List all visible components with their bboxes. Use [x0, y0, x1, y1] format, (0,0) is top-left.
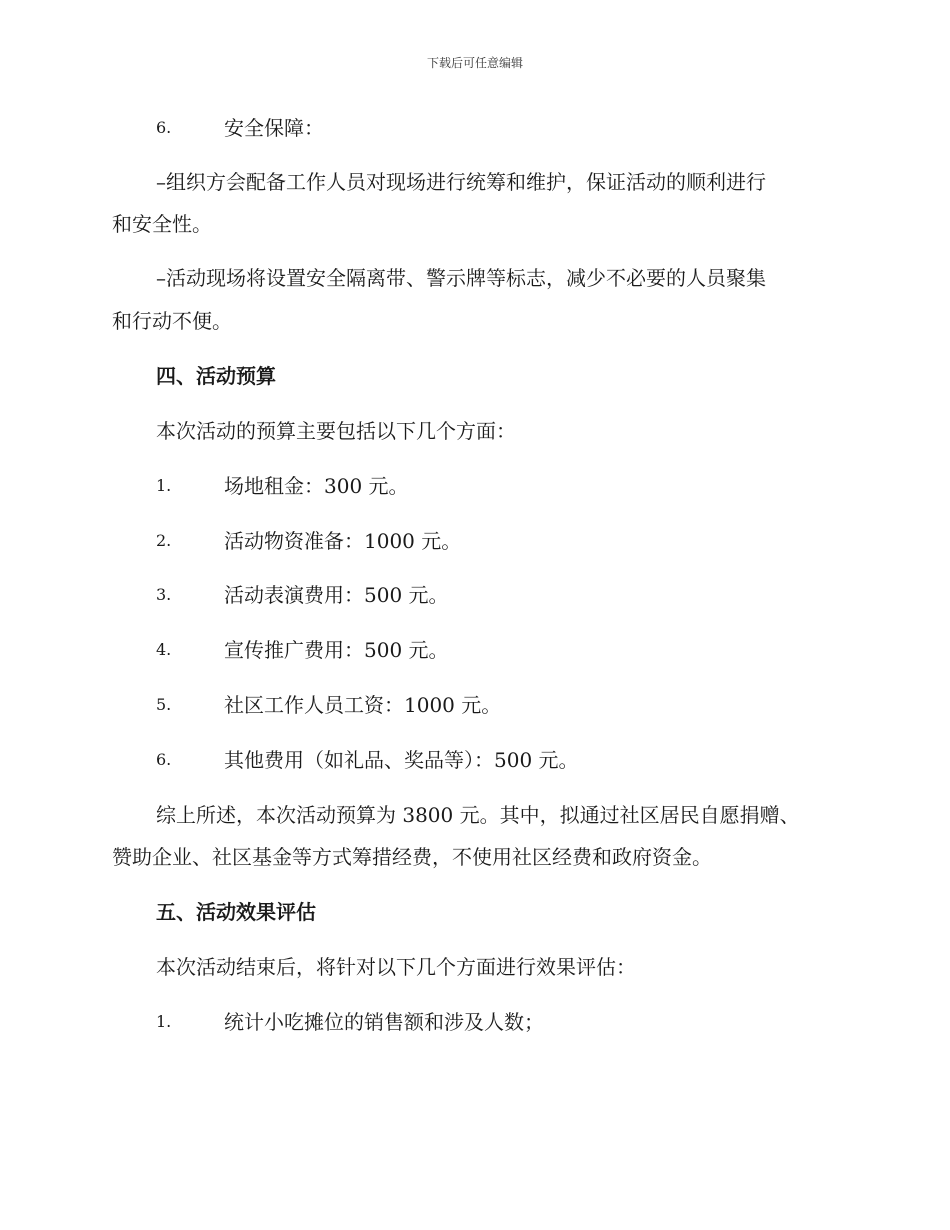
- list-text: 安全保障：: [224, 116, 324, 140]
- list-text: 活动表演费用：500 元。: [224, 583, 449, 607]
- paragraph-line: 本次活动结束后，将针对以下几个方面进行效果评估：: [156, 955, 636, 979]
- list-number: 2.: [156, 531, 172, 550]
- paragraph-line: 综上所述，本次活动预算为 3800 元。其中，拟通过社区居民自愿捐赠、: [156, 803, 800, 827]
- paragraph-line: 和行动不便。: [112, 309, 232, 333]
- list-number: 1.: [156, 476, 172, 495]
- section-heading: 五、活动效果评估: [156, 900, 316, 924]
- list-number: 1.: [156, 1012, 172, 1031]
- list-text: 统计小吃摊位的销售额和涉及人数；: [224, 1010, 544, 1034]
- list-text: 活动物资准备：1000 元。: [224, 529, 462, 553]
- list-text: 社区工作人员工资：1000 元。: [224, 693, 502, 717]
- list-text: 其他费用（如礼品、奖品等）：500 元。: [224, 748, 579, 772]
- list-number: 6.: [156, 118, 172, 137]
- list-number: 4.: [156, 640, 172, 659]
- paragraph-line: 本次活动的预算主要包括以下几个方面：: [156, 419, 516, 443]
- paragraph-line: 赞助企业、社区基金等方式筹措经费，不使用社区经费和政府资金。: [112, 845, 712, 869]
- paragraph-line: 和安全性。: [112, 212, 212, 236]
- section-heading: 四、活动预算: [156, 364, 276, 388]
- paragraph-line: –组织方会配备工作人员对现场进行统筹和维护，保证活动的顺利进行: [156, 170, 766, 194]
- page-header: 下载后可任意编辑: [426, 56, 523, 70]
- list-number: 5.: [156, 695, 172, 714]
- list-number: 6.: [156, 750, 172, 769]
- paragraph-line: –活动现场将设置安全隔离带、警示牌等标志，减少不必要的人员聚集: [156, 266, 766, 290]
- list-text: 场地租金：300 元。: [224, 474, 409, 498]
- list-text: 宣传推广费用：500 元。: [224, 638, 449, 662]
- list-number: 3.: [156, 585, 172, 604]
